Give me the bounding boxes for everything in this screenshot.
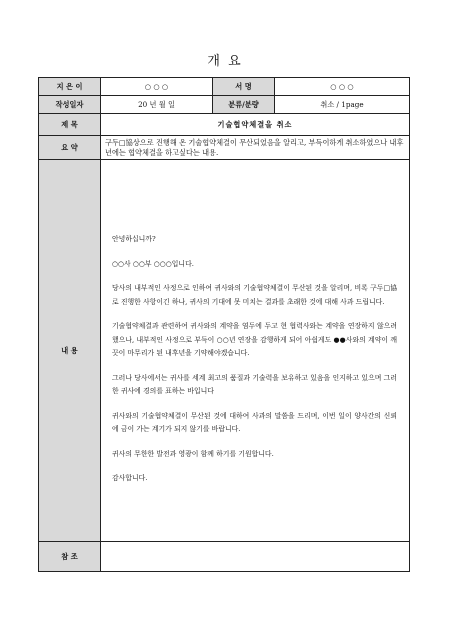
content-paragraph-wishes: 귀사의 무한한 발전과 영광이 함께 하기를 기원합니다.: [112, 449, 274, 458]
signature-value[interactable]: ○ ○ ○: [275, 78, 410, 96]
subject-label: 제 목: [39, 114, 101, 136]
document-title: 개 요: [207, 54, 243, 69]
date-row: [39, 96, 410, 114]
date-label: 작성일자: [39, 96, 101, 114]
subject-row: [39, 114, 410, 136]
signature-label: 서 명: [213, 78, 275, 96]
summary-value[interactable]: 구두□協상으로 진행해 온 기술협약체결이 무산되었음을 알리고, 부득이하게 취소하였으나 내후년에는 협약체결을 하고싶다는 내용.: [101, 136, 410, 160]
reference-row: [39, 542, 410, 572]
summary-label: 요 약: [39, 136, 101, 160]
content-paragraph-trust: 귀사와의 기술협약체결이 무산된 것에 대하여 사과의 말씀을 드리며, 이번 일이 양사간의 신뢰에 금이 가는 계기가 되지 않기를 바랍니다.: [112, 411, 397, 434]
subject-value[interactable]: 기술협약체결을 취소: [101, 114, 410, 136]
content-closing: 감사합니다.: [112, 474, 148, 483]
author-label: 지 은 이: [39, 78, 101, 96]
content-paragraph-apology: 당사의 내부적인 사정으로 인하여 귀사와의 기술협약체결이 무산된 것을 알리며, 비록 구두□協로 진행한 사항이긴 하나, 귀사의 기대에 못 미치는 결과를 초래한 것에 대해 사과 드립니다.: [112, 284, 397, 306]
content-paragraph-respect: 그러나 당사에서는 귀사를 세계 최고의 품질과 기술력을 보유하고 있음을 인지하고 있으며 그러한 귀사에 경의를 표하는 바입니다: [112, 373, 397, 396]
author-value[interactable]: ○ ○ ○: [101, 78, 213, 96]
content-introduction: ○○사 ○○부 ○○○입니다.: [112, 259, 194, 268]
category-label: 분류/분량: [213, 96, 275, 114]
author-row: [39, 78, 410, 96]
content-body[interactable]: [101, 160, 410, 542]
content-paragraph-contract: 기술협약체결과 관련하여 귀사와의 계약을 염두에 두고 현 협력사와는 계약을 연장하지 않으려 했으나, 내부적인 사정으로 부득이 ○○년 연장을 감행하게 되어 아쉽게도 ●●사와의 계약이 깨끗이 마무리가 된 내후년을 기약해야겠습니다.: [112, 322, 397, 358]
reference-value[interactable]: [101, 542, 410, 572]
content-row: [39, 160, 410, 542]
reference-label: 참 조: [39, 542, 101, 572]
content-label: 내 용: [39, 160, 101, 542]
overview-form-table: [38, 77, 410, 572]
summary-row: [39, 136, 410, 160]
category-value[interactable]: 취소 / 1page: [275, 96, 410, 114]
content-greeting: 안녕하십니까?: [112, 235, 156, 244]
date-value[interactable]: 20 년 월 일: [101, 96, 213, 114]
